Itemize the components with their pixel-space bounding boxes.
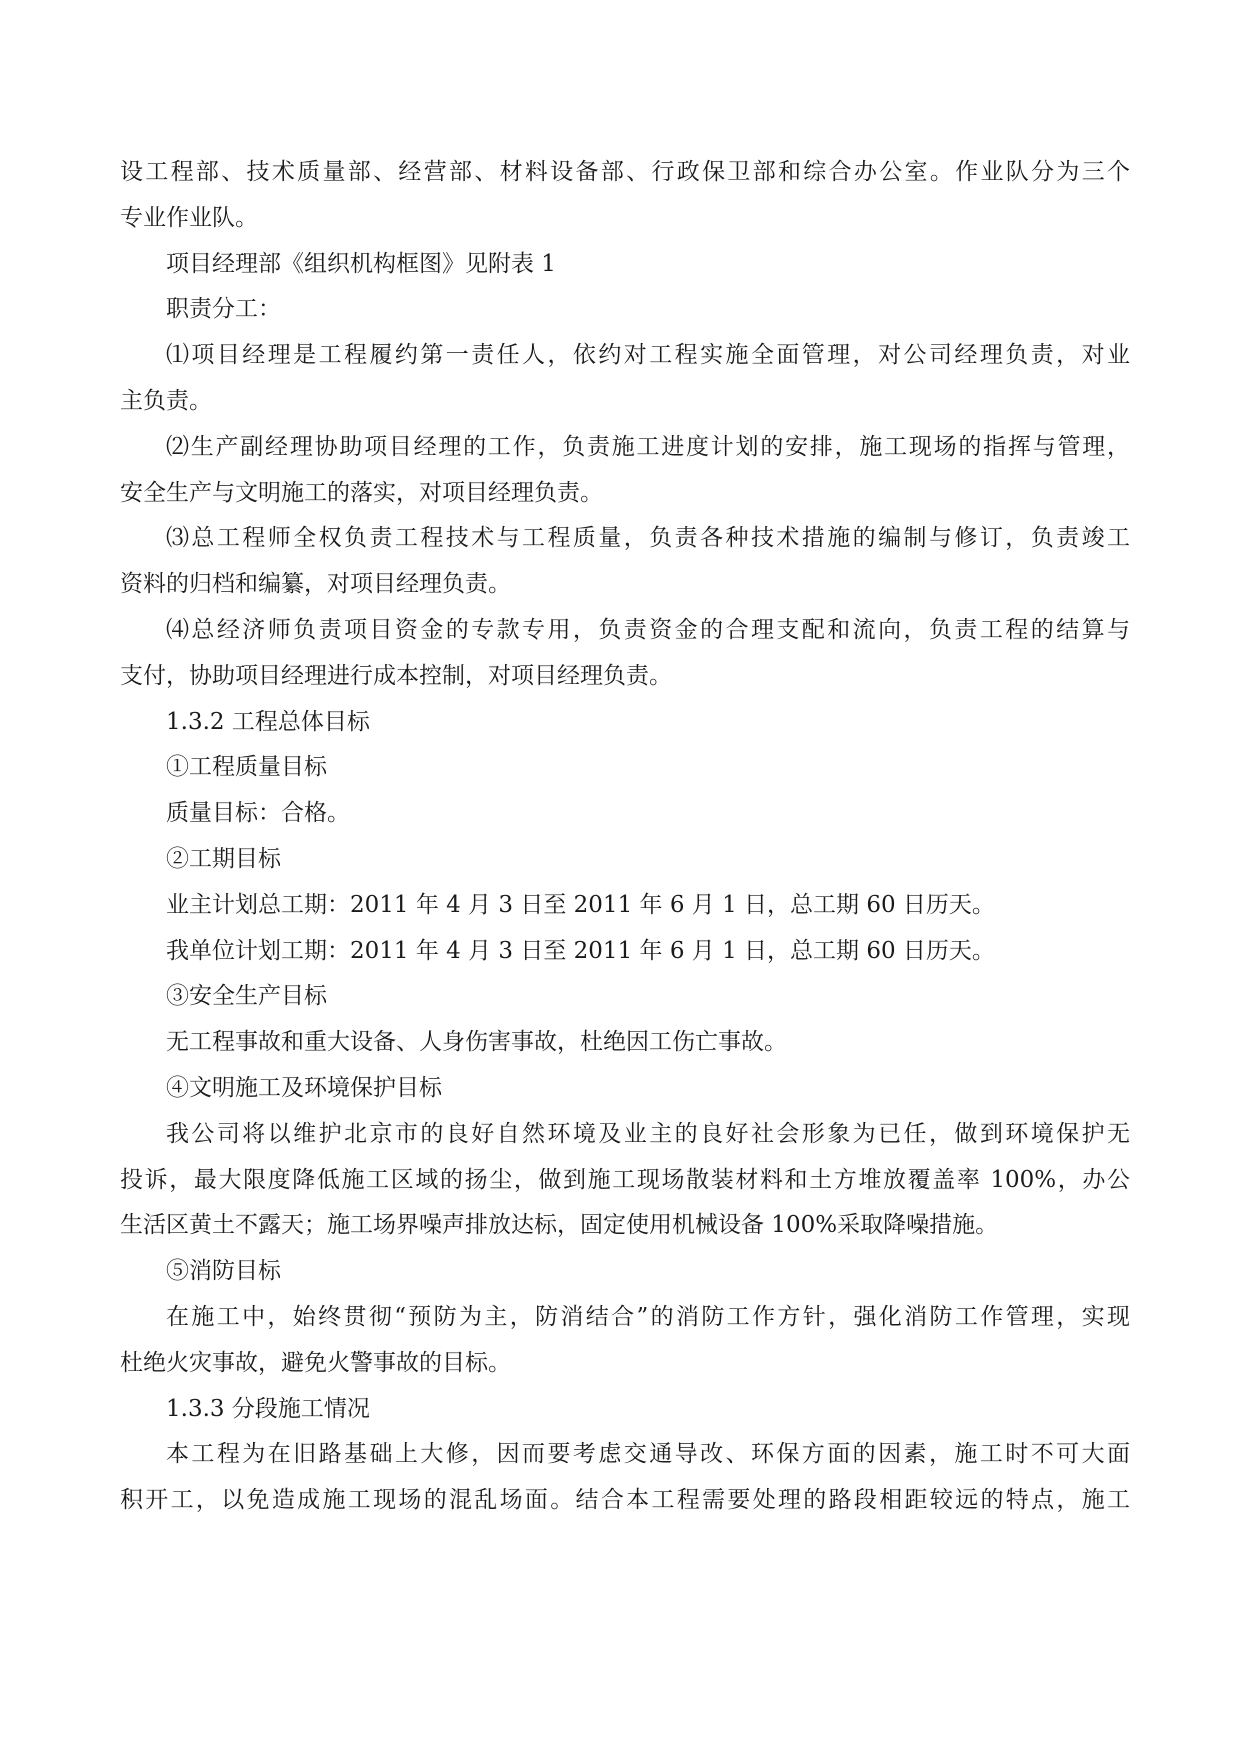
- text-line: 主负责。: [120, 387, 212, 414]
- text-line: 安全生产与文明施工的落实，对项目经理负责。: [120, 479, 603, 506]
- subsection-heading: ③安全生产目标: [166, 983, 327, 1010]
- text-line: 质量目标：合格。: [166, 800, 350, 827]
- document-body: [120, 150, 1130, 1524]
- text-line: 专业作业队。: [120, 204, 258, 231]
- text-line: 本工程为在旧路基础上大修，因而要考虑交通导改、环保方面的因素，施工时不可大面: [166, 1441, 1130, 1468]
- text-line: 生活区黄土不露天；施工场界噪声排放达标，固定使用机械设备 100%采取降噪措施。: [120, 1212, 999, 1239]
- text-line: ⑴项目经理是工程履约第一责任人，依约对工程实施全面管理，对公司经理负责，对业: [166, 342, 1130, 369]
- subsection-heading: ②工期目标: [166, 845, 281, 872]
- section-heading: 1.3.2 工程总体目标: [166, 708, 370, 735]
- text-line: 资料的归档和编纂，对项目经理负责。: [120, 571, 511, 598]
- text-line: 无工程事故和重大设备、人身伤害事故，杜绝因工伤亡事故。: [166, 1029, 787, 1056]
- text-line: 项目经理部《组织机构框图》见附表 1: [166, 250, 556, 277]
- subsection-heading: ④文明施工及环境保护目标: [166, 1074, 442, 1101]
- text-line: 职责分工：: [166, 296, 281, 323]
- text-line: 设工程部、技术质量部、经营部、材料设备部、行政保卫部和综合办公室。作业队分为三个: [120, 159, 1130, 185]
- subsection-heading: ⑤消防目标: [166, 1258, 281, 1285]
- text-line: 积开工，以免造成施工现场的混乱场面。结合本工程需要处理的路段相距较远的特点，施工: [120, 1487, 1130, 1514]
- subsection-heading: ①工程质量目标: [166, 754, 327, 781]
- text-line: ⑵生产副经理协助项目经理的工作，负责施工进度计划的安排，施工现场的指挥与管理，: [166, 433, 1130, 460]
- text-line: ⑷总经济师负责项目资金的专款专用，负责资金的合理支配和流向，负责工程的结算与: [166, 616, 1130, 643]
- text-line: 在施工中，始终贯彻“预防为主，防消结合”的消防工作方针，强化消防工作管理，实现: [166, 1303, 1130, 1330]
- text-line: 投诉，最大限度降低施工区域的扬尘，做到施工现场散装材料和土方堆放覆盖率 100%，办公: [120, 1166, 1130, 1193]
- text-line: 业主计划总工期：2011 年 4 月 3 日至 2011 年 6 月 1 日，总工期 60 日历天。: [166, 891, 995, 918]
- text-line: ⑶总工程师全权负责工程技术与工程质量，负责各种技术措施的编制与修订，负责竣工: [166, 525, 1130, 552]
- text-line: 杜绝火灾事故，避免火警事故的目标。: [120, 1349, 511, 1376]
- section-heading: 1.3.3 分段施工情况: [166, 1395, 370, 1422]
- text-line: 我单位计划工期：2011 年 4 月 3 日至 2011 年 6 月 1 日，总工期 60 日历天。: [166, 937, 995, 964]
- text-line: 我公司将以维护北京市的良好自然环境及业主的良好社会形象为已任，做到环境保护无: [166, 1120, 1130, 1147]
- text-line: 支付，协助项目经理进行成本控制，对项目经理负责。: [120, 662, 672, 689]
